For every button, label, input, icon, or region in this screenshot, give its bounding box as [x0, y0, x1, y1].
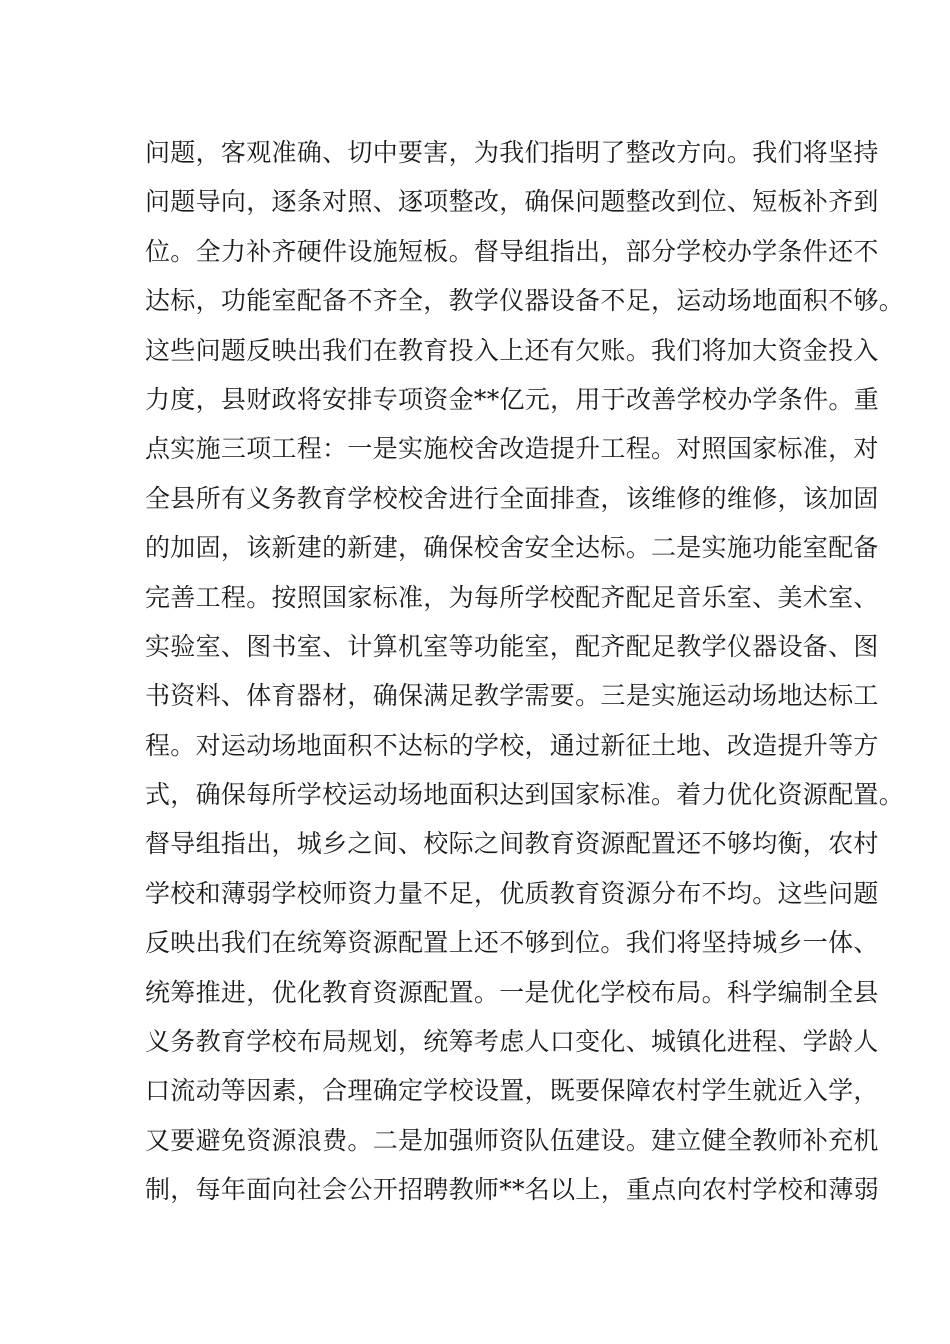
text-line: 口流动等因素，合理确定学校设置，既要保障农村学生就近入学，	[145, 1076, 879, 1106]
text-line: 义务教育学校布局规划，统筹考虑人口变化、城镇化进程、学龄人	[145, 1027, 879, 1057]
text-line: 的加固，该新建的新建，确保校舍安全达标。二是实施功能室配备	[145, 533, 879, 563]
text-line: 统筹推进，优化教育资源配置。一是优化学校布局。科学编制全县	[145, 977, 879, 1007]
text-line: 实验室、图书室、计算机室等功能室，配齐配足教学仪器设备、图	[145, 631, 879, 661]
text-line: 点实施三项工程：一是实施校舍改造提升工程。对照国家标准，对	[145, 434, 879, 464]
text-line: 问题导向，逐条对照、逐项整改，确保问题整改到位、短板补齐到	[145, 187, 879, 217]
text-line: 问题，客观准确、切中要害，为我们指明了整改方向。我们将坚持	[145, 138, 879, 167]
text-line: 反映出我们在统筹资源配置上还不够到位。我们将坚持城乡一体、	[145, 928, 879, 958]
text-line: 位。全力补齐硬件设施短板。督导组指出，部分学校办学条件还不	[145, 236, 879, 266]
text-line: 程。对运动场地面积不达标的学校，通过新征土地、改造提升等方	[145, 730, 879, 760]
text-line: 式，确保每所学校运动场地面积达到国家标准。着力优化资源配置。	[145, 780, 905, 810]
body-text	[145, 128, 905, 1215]
text-line: 书资料、体育器材，确保满足教学需要。三是实施运动场地达标工	[145, 681, 879, 711]
text-line: 又要避免资源浪费。二是加强师资队伍建设。建立健全教师补充机	[145, 1125, 879, 1155]
text-line: 这些问题反映出我们在教育投入上还有欠账。我们将加大资金投入	[145, 335, 879, 365]
text-line: 督导组指出，城乡之间、校际之间教育资源配置还不够均衡，农村	[145, 829, 879, 859]
text-line: 力度，县财政将安排专项资金**亿元，用于改善学校办学条件。重	[145, 384, 880, 414]
text-line: 完善工程。按照国家标准，为每所学校配齐配足音乐室、美术室、	[145, 582, 879, 612]
text-line: 学校和薄弱学校师资力量不足，优质教育资源分布不均。这些问题	[145, 878, 879, 908]
text-line: 全县所有义务教育学校校舍进行全面排查，该维修的维修，该加固	[145, 483, 879, 513]
text-line: 达标，功能室配备不齐全，教学仪器设备不足，运动场地面积不够。	[145, 286, 905, 316]
text-line: 制，每年面向社会公开招聘教师**名以上，重点向农村学校和薄弱	[145, 1175, 880, 1205]
